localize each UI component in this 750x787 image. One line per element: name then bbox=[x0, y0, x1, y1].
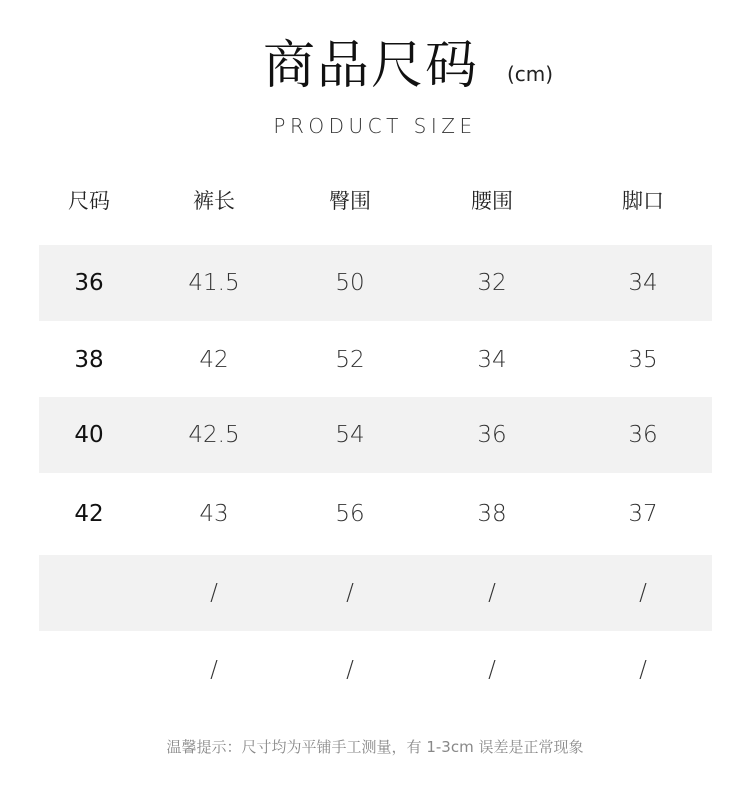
header-waist: 腰围 bbox=[471, 189, 513, 213]
row-size bbox=[39, 555, 139, 631]
row-waist: / bbox=[488, 580, 496, 606]
row-waist: / bbox=[488, 657, 496, 683]
unit-label: (cm) bbox=[507, 62, 554, 86]
row-hip: 56 bbox=[335, 501, 365, 527]
row-leg-opening: 37 bbox=[628, 501, 658, 527]
row-pants-length: 42 bbox=[199, 347, 229, 373]
table-row bbox=[39, 476, 712, 552]
row-size bbox=[39, 632, 139, 708]
row-pants-length: / bbox=[210, 657, 218, 683]
row-hip: / bbox=[346, 657, 354, 683]
row-hip: 54 bbox=[335, 422, 365, 448]
table-row bbox=[39, 632, 712, 708]
row-leg-opening: 36 bbox=[628, 422, 658, 448]
row-hip: / bbox=[346, 580, 354, 606]
row-pants-length: / bbox=[210, 580, 218, 606]
row-leg-opening: / bbox=[639, 657, 647, 683]
row-waist: 38 bbox=[477, 501, 507, 527]
row-waist: 36 bbox=[477, 422, 507, 448]
row-size: 40 bbox=[74, 422, 104, 448]
table-row bbox=[39, 555, 712, 631]
table-row bbox=[39, 397, 712, 473]
header-hip: 臀围 bbox=[329, 189, 371, 213]
table-row bbox=[39, 322, 712, 398]
row-hip: 50 bbox=[335, 270, 365, 296]
row-waist: 32 bbox=[477, 270, 507, 296]
row-pants-length: 41.5 bbox=[188, 270, 240, 296]
row-waist: 34 bbox=[477, 347, 507, 373]
row-leg-opening: 35 bbox=[628, 347, 658, 373]
measurement-note: 温馨提示：尺寸均为平铺手工测量，有 1-3cm 误差是正常现象 bbox=[166, 738, 584, 756]
row-pants-length: 43 bbox=[199, 501, 229, 527]
row-leg-opening: / bbox=[639, 580, 647, 606]
row-hip: 52 bbox=[335, 347, 365, 373]
table-row bbox=[39, 245, 712, 321]
table-header bbox=[39, 178, 712, 222]
row-size: 42 bbox=[74, 501, 104, 527]
header-leg-opening: 脚口 bbox=[622, 189, 664, 213]
header-size: 尺码 bbox=[68, 189, 110, 213]
row-size: 38 bbox=[74, 347, 104, 373]
row-size: 36 bbox=[74, 270, 104, 296]
page-subtitle: PRODUCT SIZE bbox=[273, 114, 477, 138]
row-pants-length: 42.5 bbox=[188, 422, 240, 448]
header-pants-length: 裤长 bbox=[193, 189, 235, 213]
title-block bbox=[0, 30, 750, 100]
row-leg-opening: 34 bbox=[628, 270, 658, 296]
page-title: 商品尺码 bbox=[263, 36, 480, 96]
